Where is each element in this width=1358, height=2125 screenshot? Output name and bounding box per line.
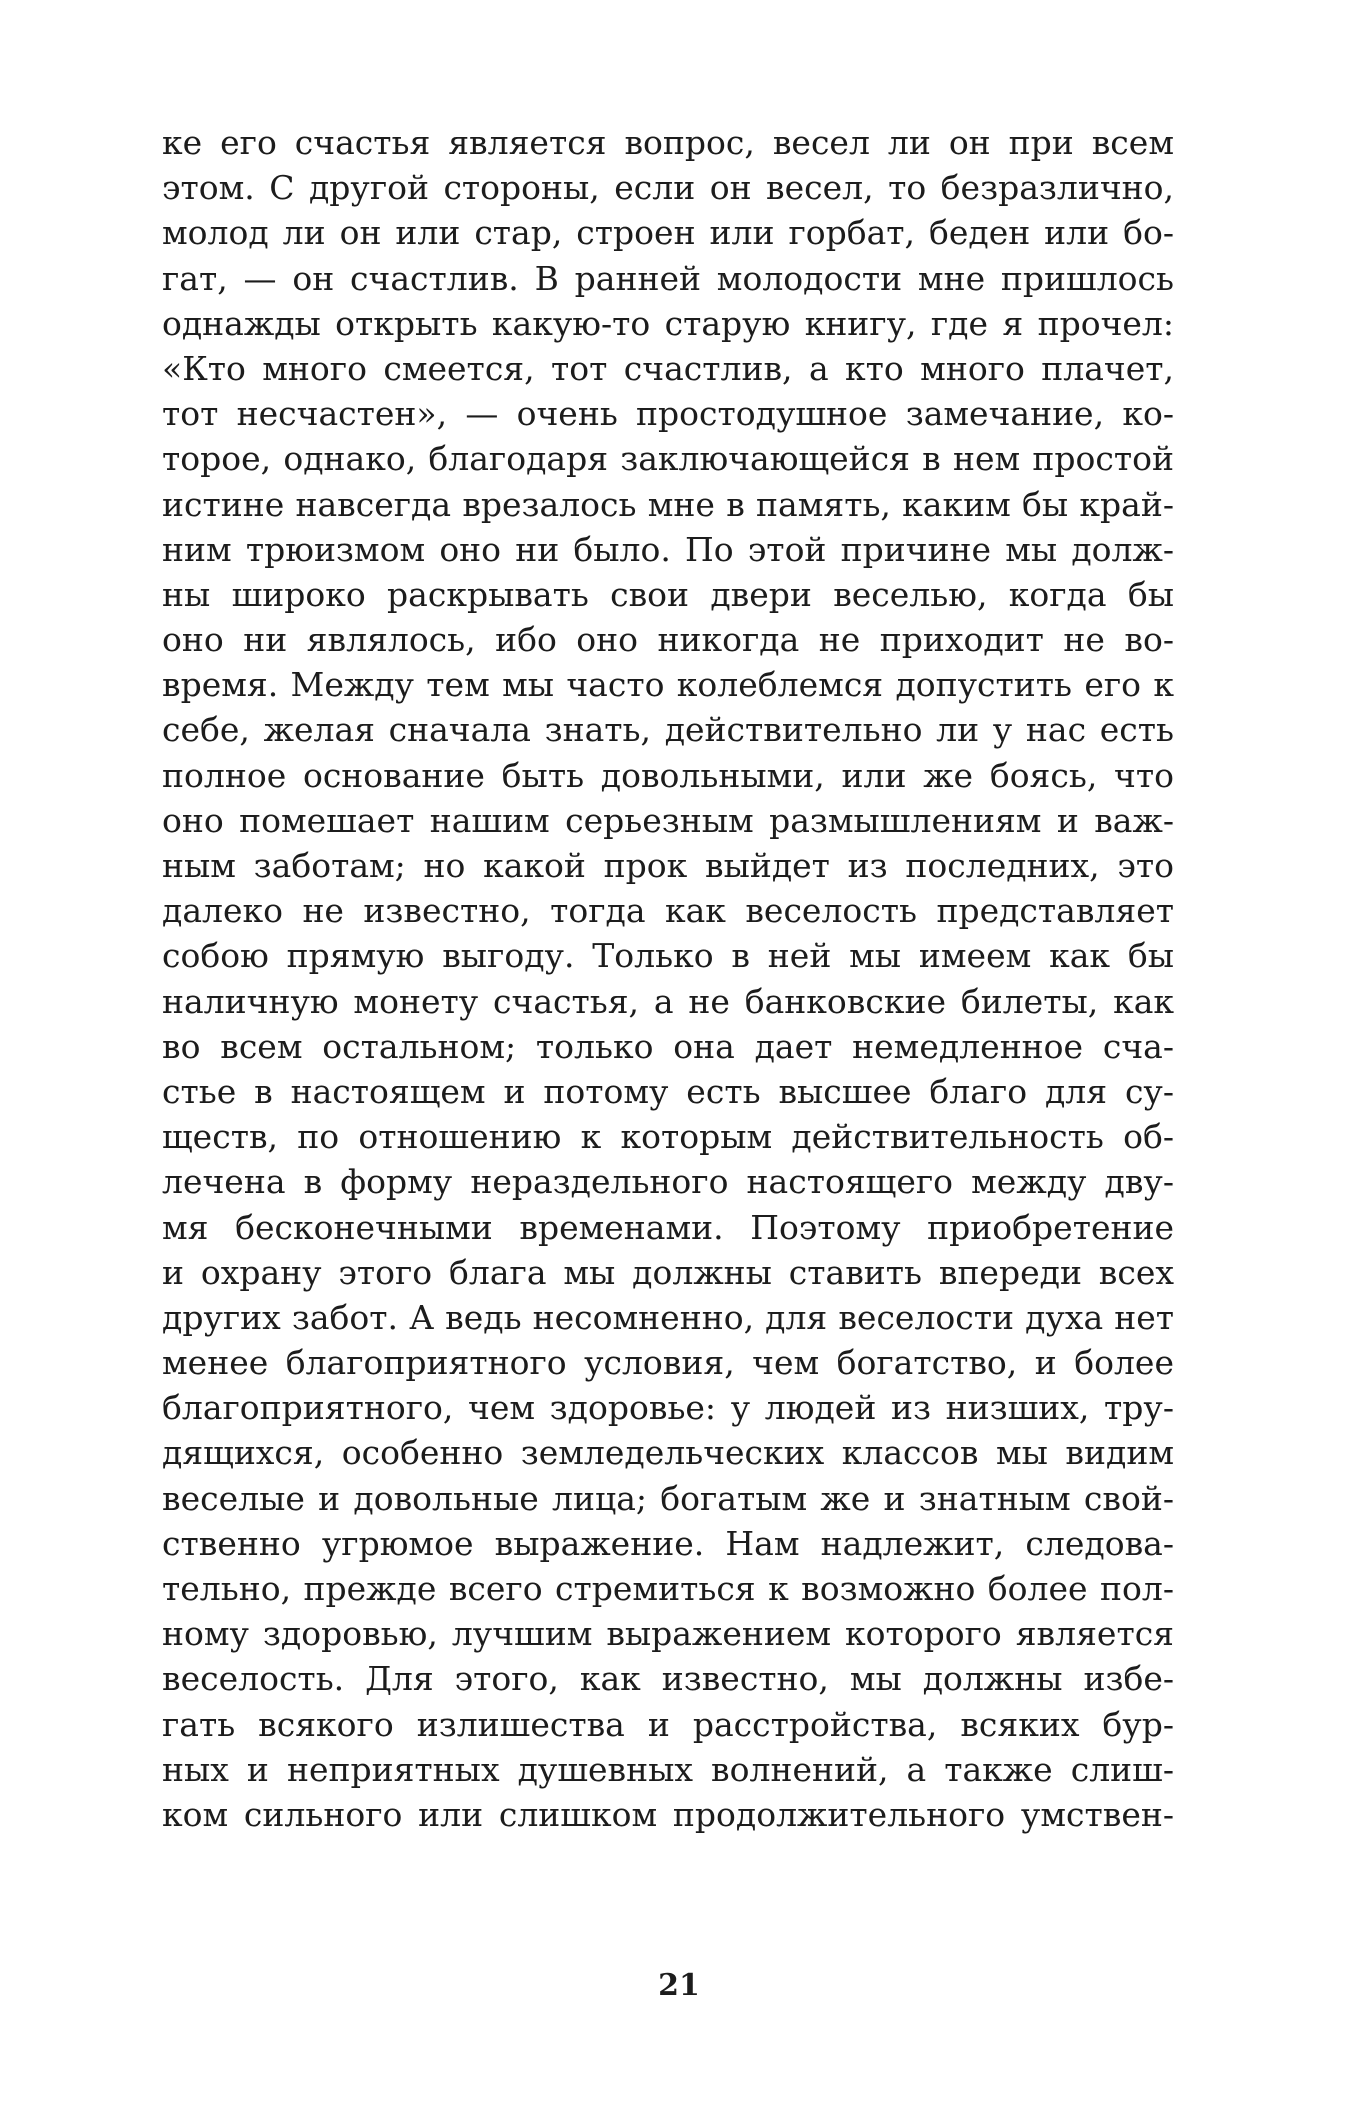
text-line: тельно, прежде всего стремиться к возможно более пол- xyxy=(162,1569,1174,1608)
text-line: истине навсегда врезалось мне в память, каким бы край- xyxy=(162,484,1174,524)
text-line: ке его счастья является вопрос, весел ли он при всем xyxy=(162,123,1174,162)
text-line: торое, однако, благодаря заключающейся в нем простой xyxy=(162,439,1174,479)
text-line: однажды открыть какую-то старую книгу, где я прочел: xyxy=(162,303,1174,343)
text-line: себе, желая сначала знать, действительно ли у нас есть xyxy=(162,710,1174,750)
text-line: молод ли он или стар, строен или горбат, беден или бо- xyxy=(162,213,1174,253)
text-line: ком сильного или слишком продолжительного умствен- xyxy=(162,1794,1174,1834)
text-line: «Кто много смеется, тот счастлив, а кто много плачет, xyxy=(162,348,1174,388)
text-line: ственно угрюмое выражение. Нам надлежит, следова- xyxy=(162,1523,1174,1563)
text-line: веселость. Для этого, как известно, мы должны избе- xyxy=(162,1659,1174,1699)
body-text xyxy=(162,120,1174,1837)
text-line: гат, — он счастлив. В ранней молодости мне пришлось xyxy=(162,258,1174,298)
text-line: ным заботам; но какой прок выйдет из последних, это xyxy=(162,846,1174,885)
text-line: гать всякого излишества и расстройства, всяких бур- xyxy=(162,1704,1174,1744)
text-line: полное основание быть довольными, или же боясь, что xyxy=(162,755,1174,795)
text-line: дящихся, особенно земледельческих классов мы видим xyxy=(162,1433,1174,1473)
text-line: лечена в форму нераздельного настоящего между дву- xyxy=(162,1162,1174,1202)
page-number: 21 xyxy=(658,1968,700,2003)
text-line: этом. С другой стороны, если он весел, то безразлично, xyxy=(162,168,1174,208)
text-line: стье в настоящем и потому есть высшее благо для су- xyxy=(162,1071,1174,1111)
text-line: и охрану этого блага мы должны ставить впереди всех xyxy=(162,1252,1174,1292)
text-line: ных и неприятных душевных волнений, а также слиш- xyxy=(162,1749,1174,1789)
text-line: наличную монету счастья, а не банковские билеты, как xyxy=(162,981,1174,1021)
text-line: благоприятного, чем здоровье: у людей из низших, тру- xyxy=(162,1388,1174,1428)
text-line: веселые и довольные лица; богатым же и знатным свой- xyxy=(162,1478,1174,1518)
text-line: менее благоприятного условия, чем богатство, и более xyxy=(162,1343,1174,1383)
text-line: далеко не известно, тогда как веселость представляет xyxy=(162,891,1174,931)
text-line: во всем остальном; только она дает немедленное сча- xyxy=(162,1026,1174,1066)
text-line: ны широко раскрывать свои двери веселью, когда бы xyxy=(162,574,1174,614)
text-line: ному здоровью, лучшим выражением которого является xyxy=(162,1614,1174,1654)
text-line: оно ни являлось, ибо оно никогда не приходит не во- xyxy=(162,620,1174,660)
text-line: тот несчастен», — очень простодушное замечание, ко- xyxy=(162,394,1174,434)
text-line: ним трюизмом оно ни было. По этой причине мы долж- xyxy=(162,529,1174,569)
text-line: других забот. А ведь несомненно, для веселости духа нет xyxy=(162,1297,1174,1337)
text-line: оно помешает нашим серьезным размышлениям и важ- xyxy=(162,800,1174,840)
text-line: собою прямую выгоду. Только в ней мы имеем как бы xyxy=(162,936,1174,976)
text-line: мя бесконечными временами. Поэтому приобретение xyxy=(162,1207,1174,1247)
text-line: время. Между тем мы часто колеблемся допустить его к xyxy=(162,665,1174,705)
text-line: ществ, по отношению к которым действительность об- xyxy=(162,1117,1174,1157)
